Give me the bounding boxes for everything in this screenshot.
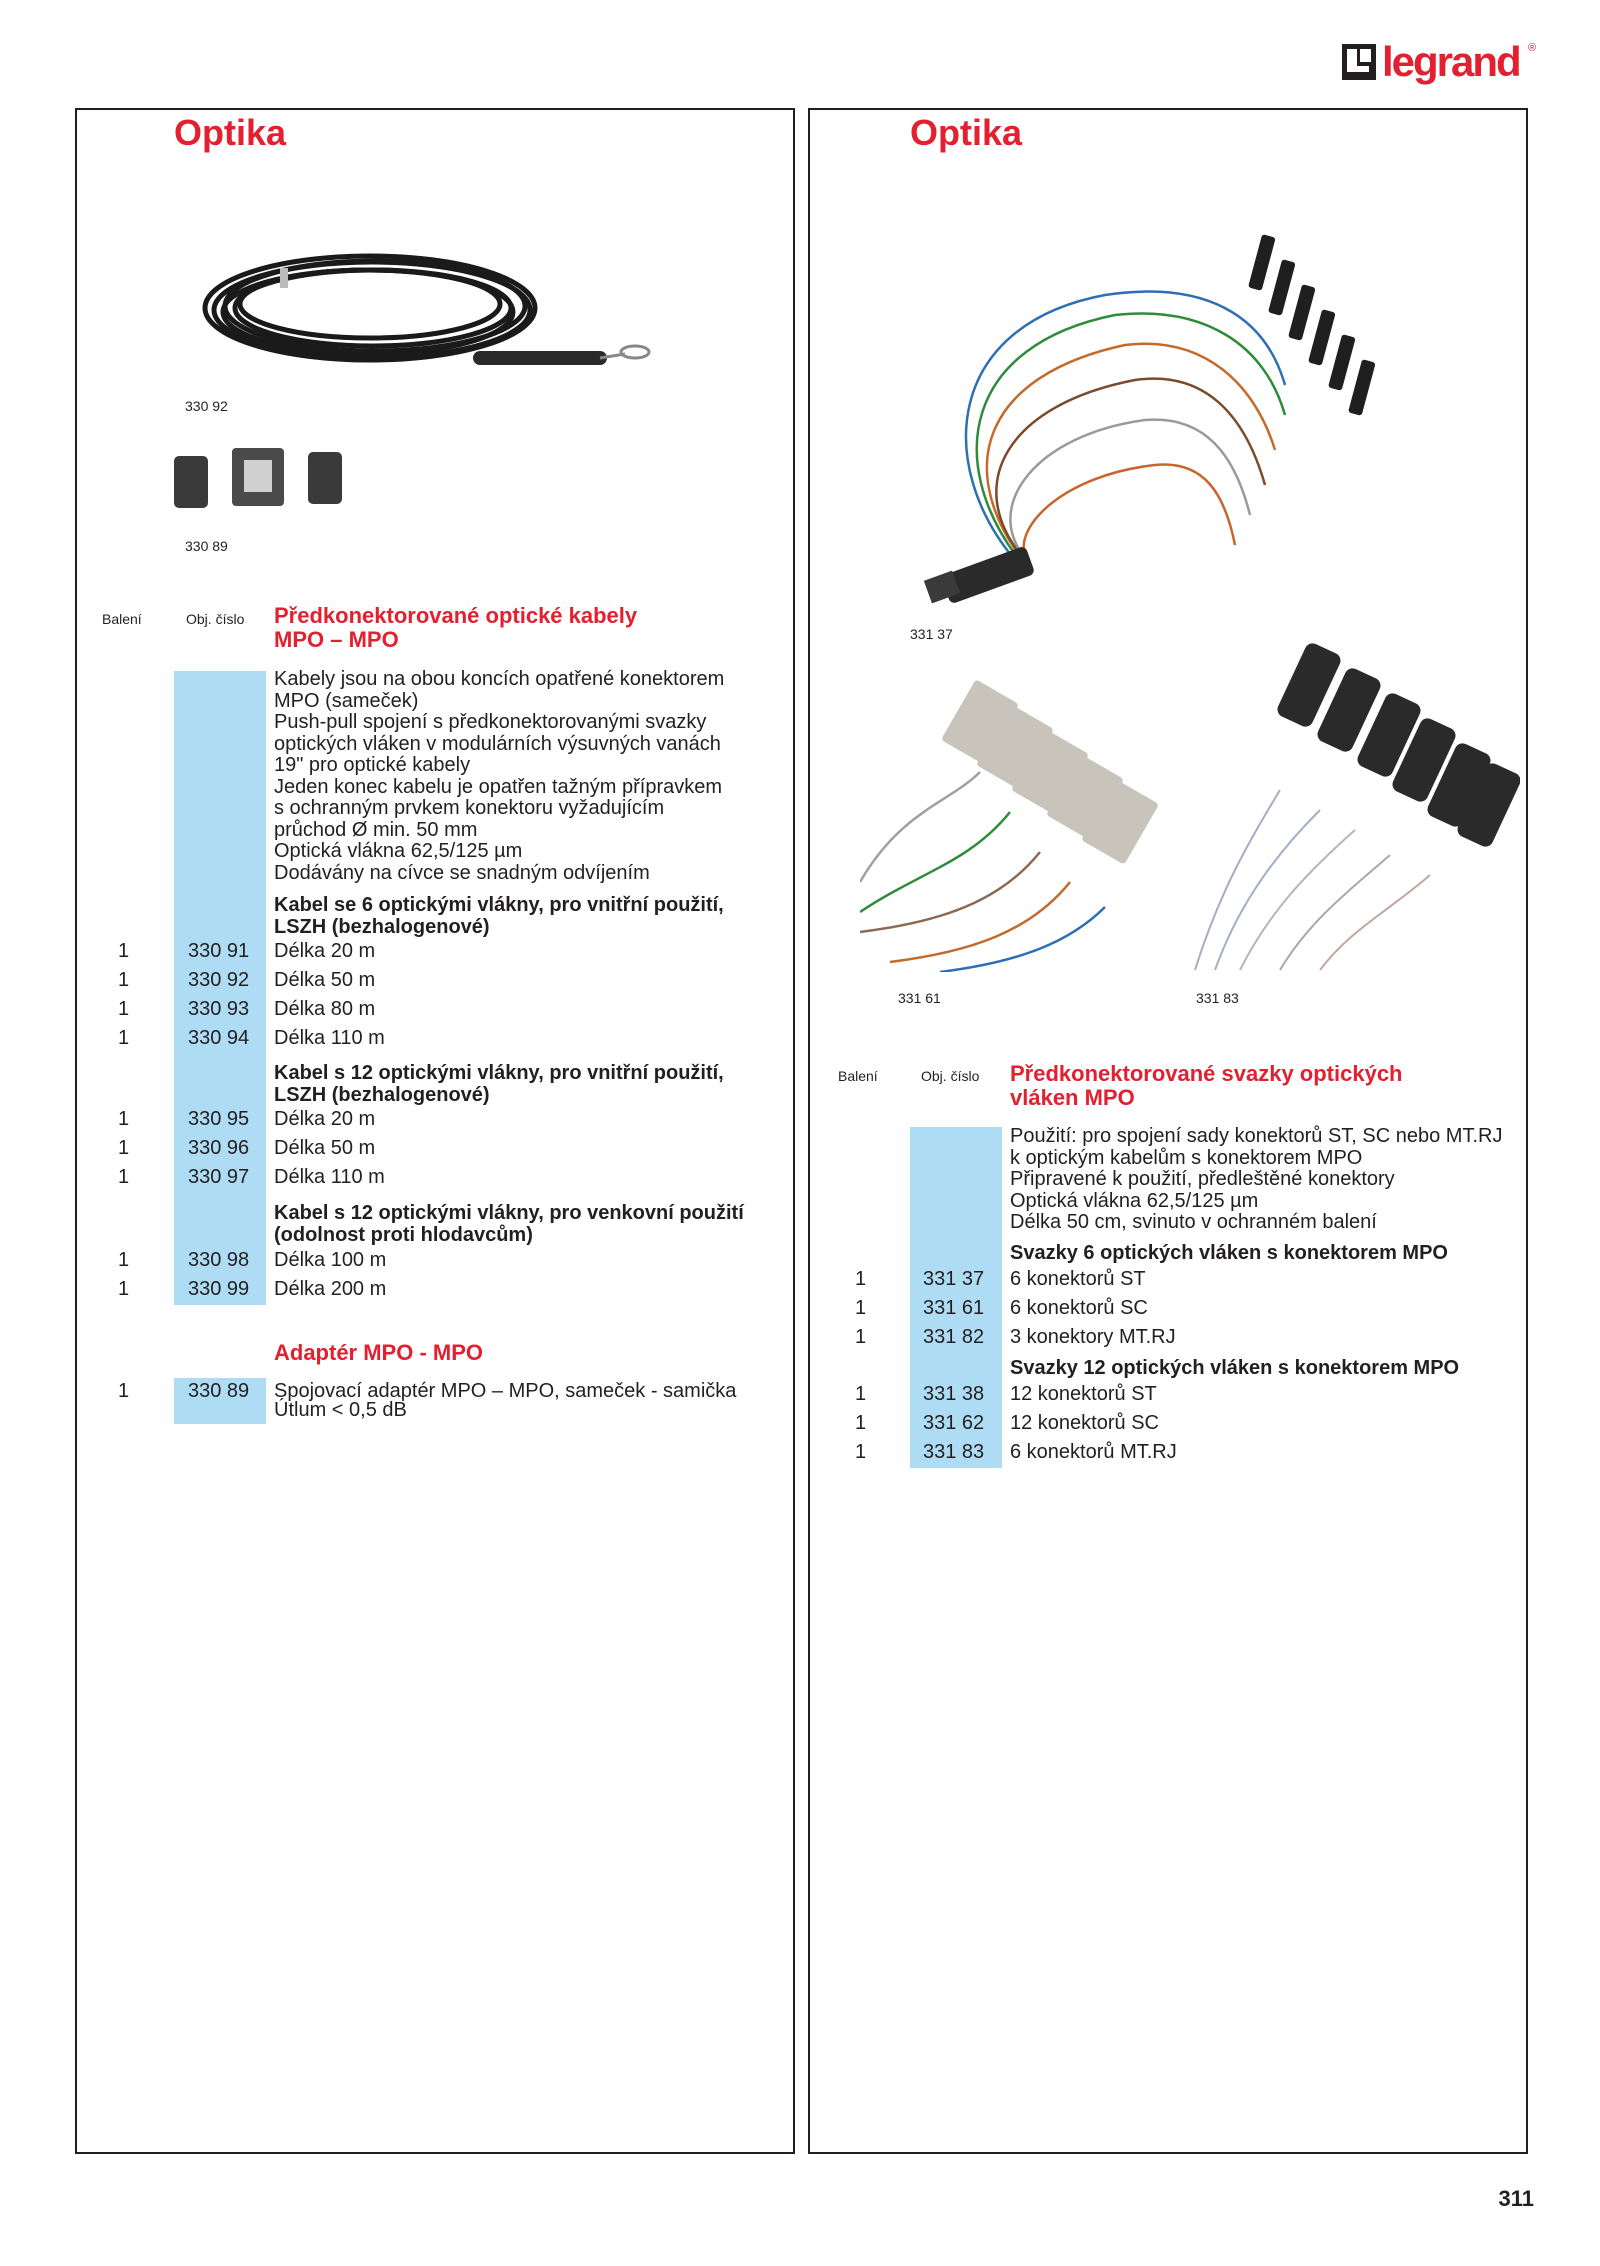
code-cell: 331 37 xyxy=(923,1268,985,1290)
desc-cell: Délka 110 m xyxy=(274,1166,385,1188)
section-title-line-2: vláken MPO xyxy=(1010,1085,1135,1110)
desc-cell: Délka 20 m xyxy=(274,940,376,962)
table-row xyxy=(855,1380,1515,1409)
right-page-title: Optika xyxy=(910,112,1023,153)
group-heading: Svazky 6 optických vláken s konektorem MPO xyxy=(1010,1242,1448,1264)
qty-cell: 1 xyxy=(118,1137,130,1159)
qty-cell: 1 xyxy=(855,1441,867,1463)
desc-cell: 3 konektory MT.RJ xyxy=(1010,1326,1176,1348)
desc-cell: 12 konektorů ST xyxy=(1010,1383,1157,1405)
table-row xyxy=(118,937,718,966)
mtrj-connectors-image xyxy=(1190,640,1520,975)
legrand-logo xyxy=(1342,36,1538,90)
desc-line: 19" pro optické kabely xyxy=(274,754,471,776)
qty-cell: 1 xyxy=(855,1268,867,1290)
desc-line: optických vláken v modulárních výsuvných vanách xyxy=(274,732,721,755)
section-title-line-1: Předkonektorované optické kabely xyxy=(274,603,638,628)
desc-line: MPO (sameček) xyxy=(274,689,419,712)
code-cell: 330 97 xyxy=(188,1166,250,1188)
fanout-cable-image xyxy=(905,205,1385,615)
table-row xyxy=(118,966,718,995)
qty-cell: 1 xyxy=(118,998,130,1020)
section-title-mpo-cables xyxy=(274,604,637,652)
code-cell: 331 82 xyxy=(923,1326,985,1348)
desc-line: Připravené k použití, předleštěné konektory xyxy=(1010,1168,1395,1190)
registered-mark: ® xyxy=(1528,42,1537,54)
section-title-adapter: Adaptér MPO - MPO xyxy=(274,1340,484,1365)
image-caption-331-83: 331 83 xyxy=(1196,990,1239,1006)
group-heading-line: Kabel s 12 optickými vlákny, pro vnitřní použití, xyxy=(274,1062,724,1084)
page-number: 311 xyxy=(1498,2186,1534,2211)
desc-line: Kabely jsou na obou koncích opatřené konektorem xyxy=(274,668,725,690)
group-heading-line: (odolnost proti hlodavcům) xyxy=(274,1223,533,1246)
table-row xyxy=(855,1294,1515,1323)
code-cell: 330 98 xyxy=(188,1249,250,1271)
desc-cell: 12 konektorů SC xyxy=(1010,1412,1159,1434)
cable-reel-image xyxy=(180,238,680,388)
code-cell: 330 92 xyxy=(188,969,250,991)
legrand-mark-icon xyxy=(1342,44,1376,80)
qty-cell: 1 xyxy=(855,1412,867,1434)
table-row xyxy=(118,1377,778,1406)
code-cell: 330 93 xyxy=(188,998,250,1020)
section-title-fiber-bundles xyxy=(1010,1062,1403,1110)
code-cell: 330 96 xyxy=(188,1137,250,1159)
qty-cell: 1 xyxy=(118,1108,130,1130)
group-heading-line: LSZH (bezhalogenové) xyxy=(274,915,490,938)
desc-cell: Délka 100 m xyxy=(274,1249,387,1271)
desc-line: Jeden konec kabelu je opatřen tažným přípravkem xyxy=(274,775,723,798)
group-heading: Svazky 12 optických vláken s konektorem MPO xyxy=(1010,1357,1460,1379)
image-caption-331-37: 331 37 xyxy=(910,626,953,642)
desc-cell: Délka 80 m xyxy=(274,998,376,1020)
table-row xyxy=(855,1438,1515,1467)
table-row xyxy=(118,1163,718,1192)
code-cell: 330 95 xyxy=(188,1108,250,1130)
qty-cell: 1 xyxy=(118,969,130,991)
table-row xyxy=(118,1105,718,1134)
desc-cell: Délka 110 m xyxy=(274,1027,385,1049)
qty-cell: 1 xyxy=(855,1326,867,1348)
code-cell: 330 94 xyxy=(188,1027,250,1049)
qty-cell: 1 xyxy=(855,1383,867,1405)
code-cell: 331 61 xyxy=(923,1297,985,1319)
qty-cell: 1 xyxy=(118,1166,130,1188)
group-heading-line: Kabel s 12 optickými vlákny, pro venkovní použití xyxy=(274,1202,744,1224)
col-header-obj-cislo: Obj. číslo xyxy=(921,1068,980,1084)
desc-cell: 6 konektorů MT.RJ xyxy=(1010,1441,1177,1463)
code-cell: 330 99 xyxy=(188,1278,250,1300)
table-row xyxy=(855,1409,1515,1438)
group-heading-line: LSZH (bezhalogenové) xyxy=(274,1083,490,1106)
table-row xyxy=(855,1323,1515,1352)
left-page-title: Optika xyxy=(174,112,287,153)
group-heading xyxy=(274,1203,744,1246)
desc-line: průchod Ø min. 50 mm xyxy=(274,818,478,841)
table-row xyxy=(855,1265,1515,1294)
desc-cell: 6 konektorů ST xyxy=(1010,1268,1146,1290)
table-row xyxy=(118,995,718,1024)
desc-cell: Délka 200 m xyxy=(274,1278,387,1300)
desc-cell: Spojovací adaptér MPO – MPO, sameček - samička xyxy=(274,1380,737,1402)
qty-cell: 1 xyxy=(118,940,130,962)
group-heading xyxy=(274,1063,724,1106)
col-header-baleni: Balení xyxy=(102,611,142,627)
group-heading-line: Kabel se 6 optickými vlákny, pro vnitřní použití, xyxy=(274,894,724,916)
desc-cell: 6 konektorů SC xyxy=(1010,1297,1148,1319)
desc-line: Dodávány na cívce se snadným odvíjením xyxy=(274,861,650,884)
col-header-obj-cislo: Obj. číslo xyxy=(186,611,245,627)
desc-line: Push-pull spojení s předkonektorovanými svazky xyxy=(274,711,707,733)
section-description xyxy=(1010,1126,1502,1234)
image-caption-330-89: 330 89 xyxy=(185,538,228,554)
table-row xyxy=(118,1275,718,1304)
image-caption-331-61: 331 61 xyxy=(898,990,941,1006)
table-row xyxy=(118,1024,718,1053)
section-description xyxy=(274,669,724,884)
desc-cell: Délka 50 m xyxy=(274,1137,376,1159)
section-title-line-2: MPO – MPO xyxy=(274,627,399,652)
qty-cell: 1 xyxy=(118,1249,130,1271)
image-caption-330-92: 330 92 xyxy=(185,398,228,414)
desc-line: Použití: pro spojení sady konektorů ST, SC nebo MT.RJ xyxy=(1010,1125,1503,1147)
code-cell: 331 38 xyxy=(923,1383,985,1405)
table-row xyxy=(118,1134,718,1163)
table-row xyxy=(118,1246,718,1275)
desc-line: Délka 50 cm, svinuto v ochranném balení xyxy=(1010,1211,1377,1233)
desc-cell: Délka 50 m xyxy=(274,969,376,991)
qty-cell: 1 xyxy=(118,1380,130,1402)
col-header-baleni: Balení xyxy=(838,1068,878,1084)
sc-connectors-image xyxy=(860,672,1160,972)
code-cell: 331 83 xyxy=(923,1441,985,1463)
group-heading xyxy=(274,895,724,938)
qty-cell: 1 xyxy=(118,1027,130,1049)
qty-cell: 1 xyxy=(118,1278,130,1300)
code-cell: 331 62 xyxy=(923,1412,985,1434)
adapter-image xyxy=(170,440,350,522)
desc-line: k optickým kabelům s konektorem MPO xyxy=(1010,1146,1363,1169)
section-title-line-1: Předkonektorované svazky optických xyxy=(1010,1061,1403,1086)
code-cell: 330 89 xyxy=(188,1380,250,1402)
logo-wordmark: legrand xyxy=(1382,38,1520,85)
desc-line: s ochranným prvkem konektoru vyžadujícím xyxy=(274,797,665,819)
adapter-attenuation: Útlum < 0,5 dB xyxy=(274,1399,407,1421)
desc-line: Optická vlákna 62,5/125 µm xyxy=(1010,1189,1259,1212)
code-cell: 330 91 xyxy=(188,940,250,962)
desc-line: Optická vlákna 62,5/125 µm xyxy=(274,840,523,862)
qty-cell: 1 xyxy=(855,1297,867,1319)
desc-cell: Délka 20 m xyxy=(274,1108,376,1130)
